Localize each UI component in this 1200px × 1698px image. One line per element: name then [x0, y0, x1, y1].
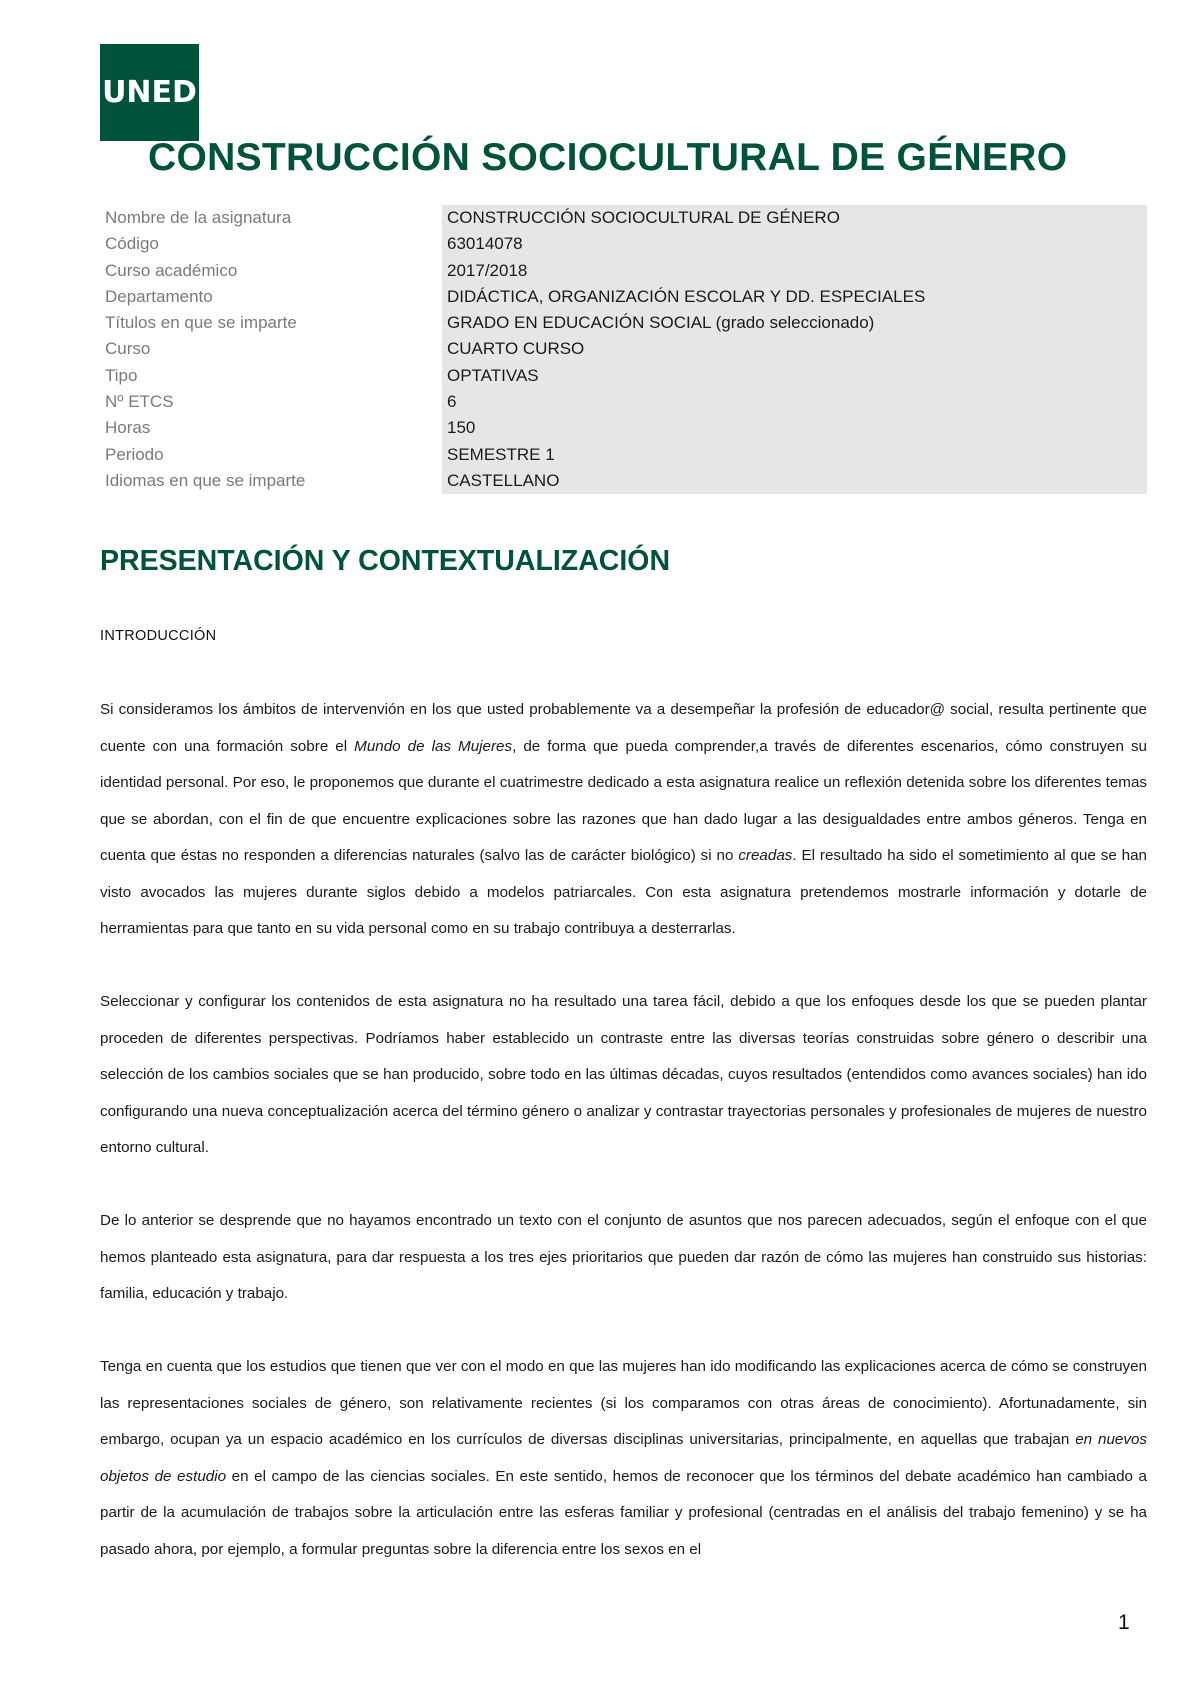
logo-text: UNED	[102, 75, 197, 110]
emphasis-text: Mundo de las Mujeres	[354, 737, 513, 755]
row-value: 150	[442, 415, 1147, 441]
row-label: Curso académico	[105, 260, 238, 280]
row-label: Tipo	[105, 365, 138, 385]
paragraph-text: Tenga en cuenta que los estudios que tienen que ver con el modo en que las mujeres han ido modificando las explicaciones acerca de cómo se construyen las representaciones sociales de género, son relativamente recientes (si los comparamos con otras áreas de conocimiento). Afortunadamente, sin embargo, ocupan ya un espacio académico en los currículos de diversas disciplinas universitarias, principalmente, en aquellas que trabajan	[100, 1358, 1147, 1448]
table-row	[100, 389, 1147, 415]
row-label: Horas	[105, 418, 151, 438]
paragraph	[100, 1203, 1147, 1313]
table-row	[100, 468, 1147, 494]
table-row	[100, 284, 1147, 310]
row-label: Idiomas en que se imparte	[105, 470, 306, 490]
section-title: PRESENTACIÓN Y CONTEXTUALIZACIÓN	[100, 545, 671, 577]
row-label: Títulos en que se imparte	[105, 313, 297, 333]
paragraph-text: . El resultado ha sido el sometimiento al que se han visto avocados las mujeres durante siglos debido a modelos patriarcales. Con esta asignatura pretendemos mostrarle información y dotarle de herramientas para que tanto en su vida personal como en su trabajo contribuya a desterrarlas.	[100, 847, 1147, 937]
emphasis-text: en nuevos objetos de estudio	[100, 1431, 1147, 1485]
paragraph	[100, 984, 1147, 1167]
paragraph	[100, 692, 1147, 948]
row-value: CUARTO CURSO	[442, 336, 1147, 362]
uned-logo	[100, 44, 199, 141]
row-label: Nombre de la asignatura	[105, 208, 292, 227]
row-value: OPTATIVAS	[442, 363, 1147, 389]
table-row	[100, 336, 1147, 362]
paragraph-text: Si consideramos los ámbitos de intervenvión en los que usted probablemente va a desempeñar la profesión de educador@ social, resulta pertinente que cuente con una formación sobre el	[100, 701, 1147, 755]
row-value: 63014078	[442, 231, 1147, 257]
row-label: Periodo	[105, 444, 164, 464]
section-body	[100, 692, 1147, 1605]
emphasis-text: creadas	[738, 847, 793, 864]
table-row	[100, 205, 1147, 231]
table-row	[100, 442, 1147, 468]
row-value: 2017/2018	[442, 258, 1147, 284]
row-value: GRADO EN EDUCACIÓN SOCIAL (grado seleccionado)	[442, 310, 1147, 336]
paragraph-text: en el campo de las ciencias sociales. En este sentido, hemos de reconocer que los términos del debate académico han cambiado a partir de la acumulación de trabajos sobre la articulación entre las esferas familiar y profesional (centradas en el análisis del trabajo femenino) y se ha pasado ahora, por ejemplo, a formular preguntas sobre la diferencia entre los sexos en el	[100, 1467, 1148, 1558]
section-subheading: INTRODUCCIÓN	[100, 628, 217, 644]
paragraph-text: , de forma que pueda comprender,a través de diferentes escenarios, cómo construyen su identidad personal. Por eso, le proponemos que durante el cuatrimestre dedicado a esta asignatura realice un reflexión detenida sobre los diferentes temas que se abordan, con el fin de que encuentre explicaciones sobre las razones que han dado lugar a las desigualdades entre ambos géneros. Tenga en cuenta que éstas no responden a diferencias naturales (salvo las de carácter biológico) si no	[100, 737, 1148, 864]
subject-info-table	[100, 205, 1147, 494]
paragraph-text: De lo anterior se desprende que no hayamos encontrado un texto con el conjunto de asuntos que nos parecen adecuados, según el enfoque con el que hemos planteado esta asignatura, para dar respuesta a los tres ejes prioritarios que pueden dar razón de cómo las mujeres han construido sus historias: familia, educación y trabajo.	[100, 1212, 1147, 1302]
row-label: Departamento	[105, 286, 213, 306]
page-number: 1	[1118, 1611, 1130, 1634]
table-row	[100, 363, 1147, 389]
document-title: CONSTRUCCIÓN SOCIOCULTURAL DE GÉNERO	[148, 136, 1068, 179]
row-label: Nº ETCS	[105, 392, 174, 412]
row-label: Código	[105, 234, 159, 254]
table-row	[100, 258, 1147, 284]
paragraph-text: Seleccionar y configurar los contenidos de esta asignatura no ha resultado una tarea fácil, debido a que los enfoques desde los que se pueden plantar proceden de diferentes perspectivas. Podríamos haber establecido un contraste entre las diversas teorías construidas sobre género o describir una selección de los cambios sociales que se han producido, sobre todo en las últimas décadas, cuyos resultados (entendidos como avances sociales) han ido configurando una nueva conceptualización acerca del término género o analizar y contrastar trayectorias personales y profesionales de mujeres de nuestro entorno cultural.	[100, 993, 1147, 1156]
row-label: Curso	[105, 339, 151, 359]
row-value: CASTELLANO	[442, 468, 1147, 494]
table-row	[100, 415, 1147, 441]
row-value: CONSTRUCCIÓN SOCIOCULTURAL DE GÉNERO	[442, 205, 1147, 231]
row-value: DIDÁCTICA, ORGANIZACIÓN ESCOLAR Y DD. ESPECIALES	[442, 284, 1147, 310]
table-row	[100, 310, 1147, 336]
row-value: SEMESTRE 1	[442, 442, 1147, 468]
row-value: 6	[442, 389, 1147, 415]
table-row	[100, 231, 1147, 257]
paragraph	[100, 1349, 1147, 1568]
